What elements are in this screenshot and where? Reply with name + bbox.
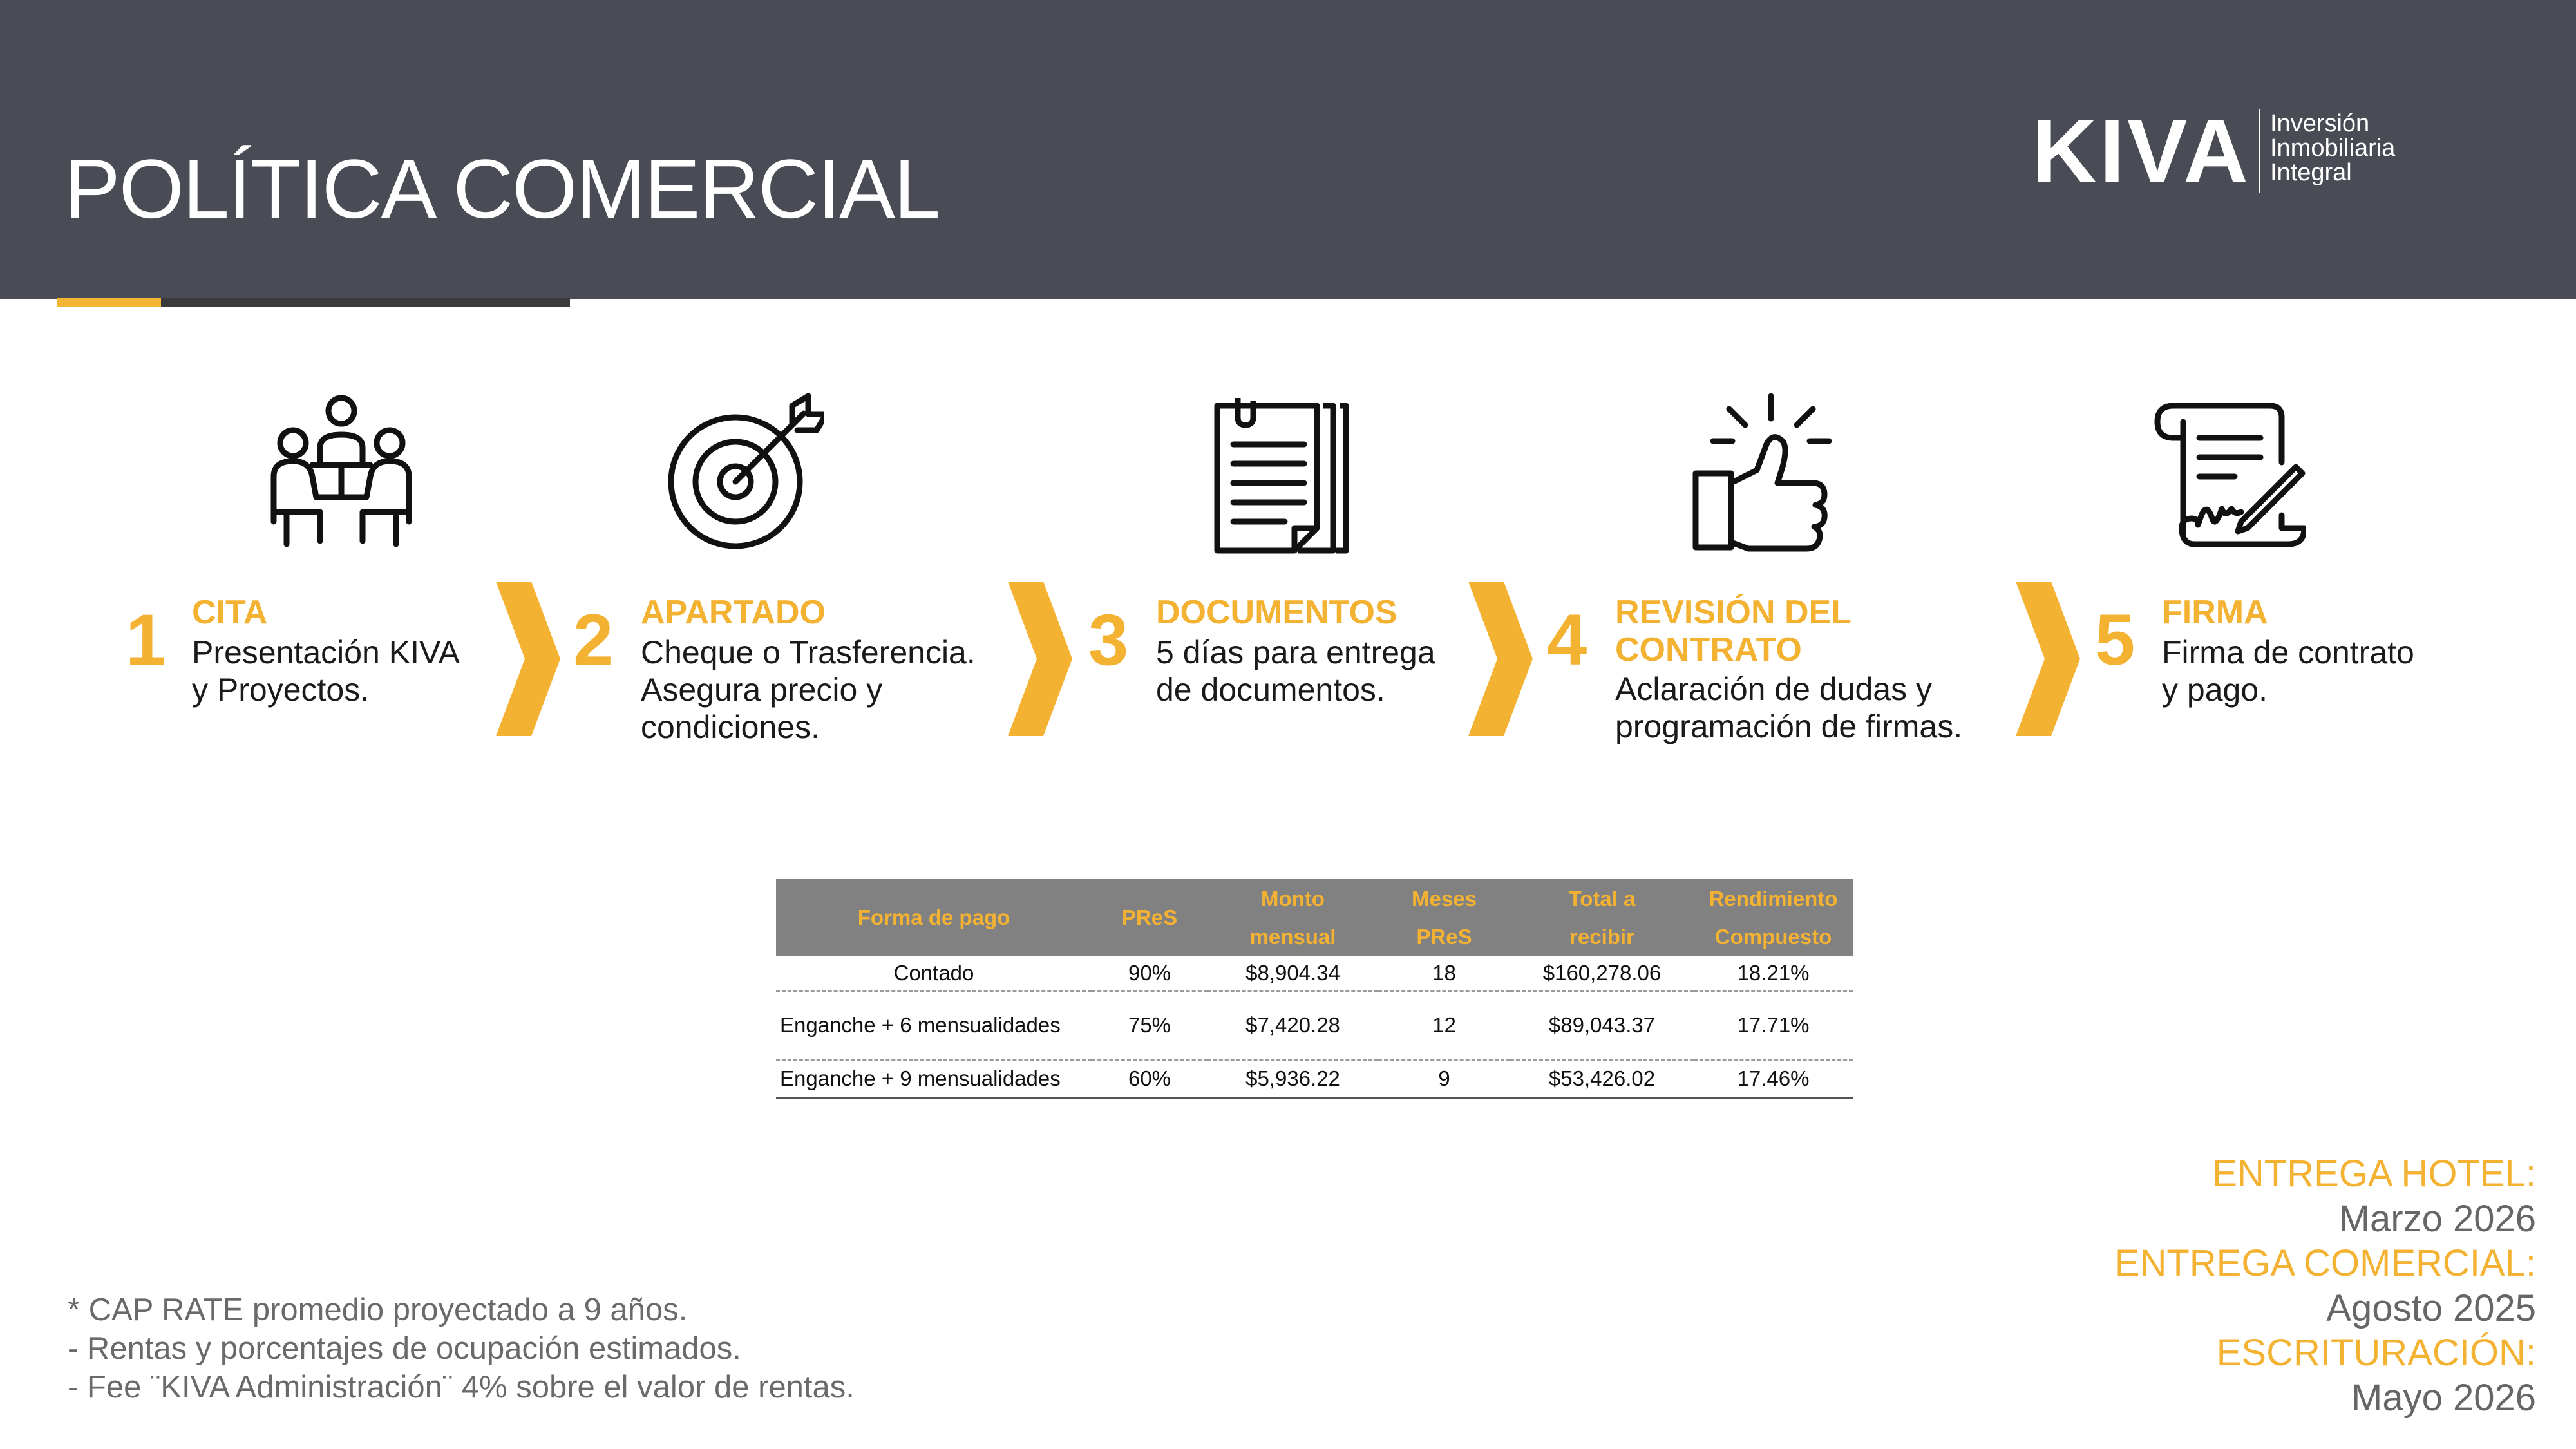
step-desc-line: y pago. bbox=[2162, 672, 2268, 708]
header-rendimiento-compuesto bbox=[1694, 879, 1853, 956]
accent-bar-dark bbox=[161, 298, 570, 307]
delivery-label: ENTREGA HOTEL: bbox=[2212, 1153, 2536, 1195]
step-title bbox=[641, 594, 826, 631]
step-title bbox=[1615, 594, 1852, 668]
step-desc-line: y Proyectos. bbox=[192, 672, 370, 708]
step-description bbox=[2162, 634, 2414, 708]
header-total-a-recibir bbox=[1510, 879, 1694, 956]
header-text: recibir bbox=[1569, 925, 1634, 949]
header-pres bbox=[1092, 879, 1208, 956]
step-number: 4 bbox=[1547, 600, 1587, 680]
logo-tagline-line: Integral bbox=[2270, 159, 2352, 186]
delivery-label: ESCRITURACIÓN: bbox=[2216, 1332, 2536, 1374]
step-title-line: CONTRATO bbox=[1615, 631, 1802, 669]
page-title: POLÍTICA COMERCIAL bbox=[64, 142, 940, 236]
footnotes bbox=[68, 1291, 855, 1406]
table-row bbox=[776, 956, 1853, 991]
table-cell: 18.21% bbox=[1694, 956, 1853, 991]
step-title-line: FIRMA bbox=[2162, 594, 2268, 631]
header-text: Compuesto bbox=[1714, 925, 1832, 949]
step-title bbox=[192, 594, 267, 631]
step-title-line: DOCUMENTOS bbox=[1156, 594, 1397, 631]
chevron-right-icon bbox=[493, 578, 564, 739]
table-cell: $8,904.34 bbox=[1208, 956, 1378, 991]
footnote-line: - Fee ¨KIVA Administración¨ 4% sobre el valor de rentas. bbox=[68, 1369, 855, 1405]
table-header-row bbox=[776, 879, 1853, 956]
header-text: Forma de pago bbox=[857, 905, 1010, 930]
table-cell: $160,278.06 bbox=[1510, 956, 1694, 991]
step-desc-line: programación de firmas. bbox=[1615, 708, 1963, 744]
table-cell: Enganche + 6 mensualidades bbox=[776, 991, 1092, 1060]
step-description bbox=[641, 634, 976, 746]
header-meses-pres bbox=[1378, 879, 1510, 956]
table-cell: $7,420.28 bbox=[1208, 991, 1378, 1060]
step-desc-line: 5 días para entrega bbox=[1156, 634, 1435, 670]
header-text: PReS bbox=[1121, 905, 1178, 930]
table-cell: $89,043.37 bbox=[1510, 991, 1694, 1060]
delivery-dates bbox=[2115, 1151, 2536, 1421]
table-row bbox=[776, 991, 1853, 1060]
delivery-value: Mayo 2026 bbox=[2351, 1376, 2536, 1419]
delivery-value: Agosto 2025 bbox=[2326, 1287, 2536, 1329]
step-title-line: CITA bbox=[192, 594, 268, 631]
step-desc-line: Presentación KIVA bbox=[192, 634, 460, 670]
table-cell: 12 bbox=[1378, 991, 1510, 1060]
thumbs-up-icon bbox=[1690, 393, 1852, 554]
table-row bbox=[776, 1060, 1853, 1098]
step-desc-line: Aclaración de dudas y bbox=[1615, 671, 1932, 707]
table-cell: 17.71% bbox=[1694, 991, 1853, 1060]
step-number: 5 bbox=[2095, 600, 2136, 680]
step-desc-line: de documentos. bbox=[1156, 672, 1385, 708]
step-title-line: REVISIÓN DEL bbox=[1615, 594, 1852, 631]
header-text: Total a bbox=[1568, 886, 1636, 911]
delivery-value: Marzo 2026 bbox=[2338, 1197, 2536, 1240]
step-description bbox=[1615, 670, 1962, 745]
header-text: mensual bbox=[1249, 925, 1336, 949]
signed-contract-icon bbox=[2145, 393, 2306, 554]
documents-icon bbox=[1198, 393, 1359, 554]
chevron-right-icon bbox=[1005, 578, 1075, 739]
step-desc-line: Asegura precio y bbox=[641, 672, 883, 708]
payment-table bbox=[776, 879, 1853, 1099]
logo-wordmark: KIVA bbox=[2032, 100, 2251, 202]
step-desc-line: Firma de contrato bbox=[2162, 634, 2414, 670]
step-number: 3 bbox=[1088, 600, 1129, 680]
target-icon bbox=[663, 393, 824, 554]
logo-tagline-line: Inmobiliaria bbox=[2270, 135, 2396, 162]
meeting-icon bbox=[261, 393, 422, 554]
header-forma-de-pago bbox=[776, 879, 1092, 956]
table-cell: Enganche + 9 mensualidades bbox=[776, 1060, 1092, 1098]
header-text: Meses bbox=[1412, 886, 1477, 911]
table-cell: 60% bbox=[1092, 1060, 1208, 1098]
step-description bbox=[192, 634, 460, 708]
chevron-right-icon bbox=[1465, 578, 1536, 739]
step-desc-line: condiciones. bbox=[641, 709, 820, 745]
logo-separator bbox=[2259, 109, 2260, 193]
step-description bbox=[1156, 634, 1435, 708]
step-number: 1 bbox=[126, 600, 166, 680]
table-cell: 17.46% bbox=[1694, 1060, 1853, 1098]
table-cell: $53,426.02 bbox=[1510, 1060, 1694, 1098]
header-text: PReS bbox=[1416, 925, 1472, 949]
footnote-line: * CAP RATE promedio proyectado a 9 años. bbox=[68, 1293, 688, 1327]
step-desc-line: Cheque o Trasferencia. bbox=[641, 634, 976, 670]
step-number: 2 bbox=[573, 600, 614, 680]
header-monto-mensual bbox=[1208, 879, 1378, 956]
logo-tagline-line: Inversión bbox=[2270, 110, 2370, 137]
table-cell: 90% bbox=[1092, 956, 1208, 991]
logo-tagline bbox=[2270, 111, 2395, 185]
step-title bbox=[1156, 594, 1397, 631]
table-cell: Contado bbox=[776, 956, 1092, 991]
delivery-label: ENTREGA COMERCIAL: bbox=[2114, 1242, 2536, 1285]
header-text: Rendimiento bbox=[1709, 886, 1838, 911]
accent-bar-gold bbox=[57, 298, 161, 307]
header-bar bbox=[0, 0, 2576, 299]
header-text: Monto bbox=[1261, 886, 1325, 911]
chevron-right-icon bbox=[2012, 578, 2083, 739]
step-title-line: APARTADO bbox=[641, 594, 826, 631]
footnote-line: - Rentas y porcentajes de ocupación estimados. bbox=[68, 1331, 741, 1366]
table-cell: 9 bbox=[1378, 1060, 1510, 1098]
step-title bbox=[2162, 594, 2268, 631]
table-cell: 75% bbox=[1092, 991, 1208, 1060]
table-cell: 18 bbox=[1378, 956, 1510, 991]
table-cell: $5,936.22 bbox=[1208, 1060, 1378, 1098]
